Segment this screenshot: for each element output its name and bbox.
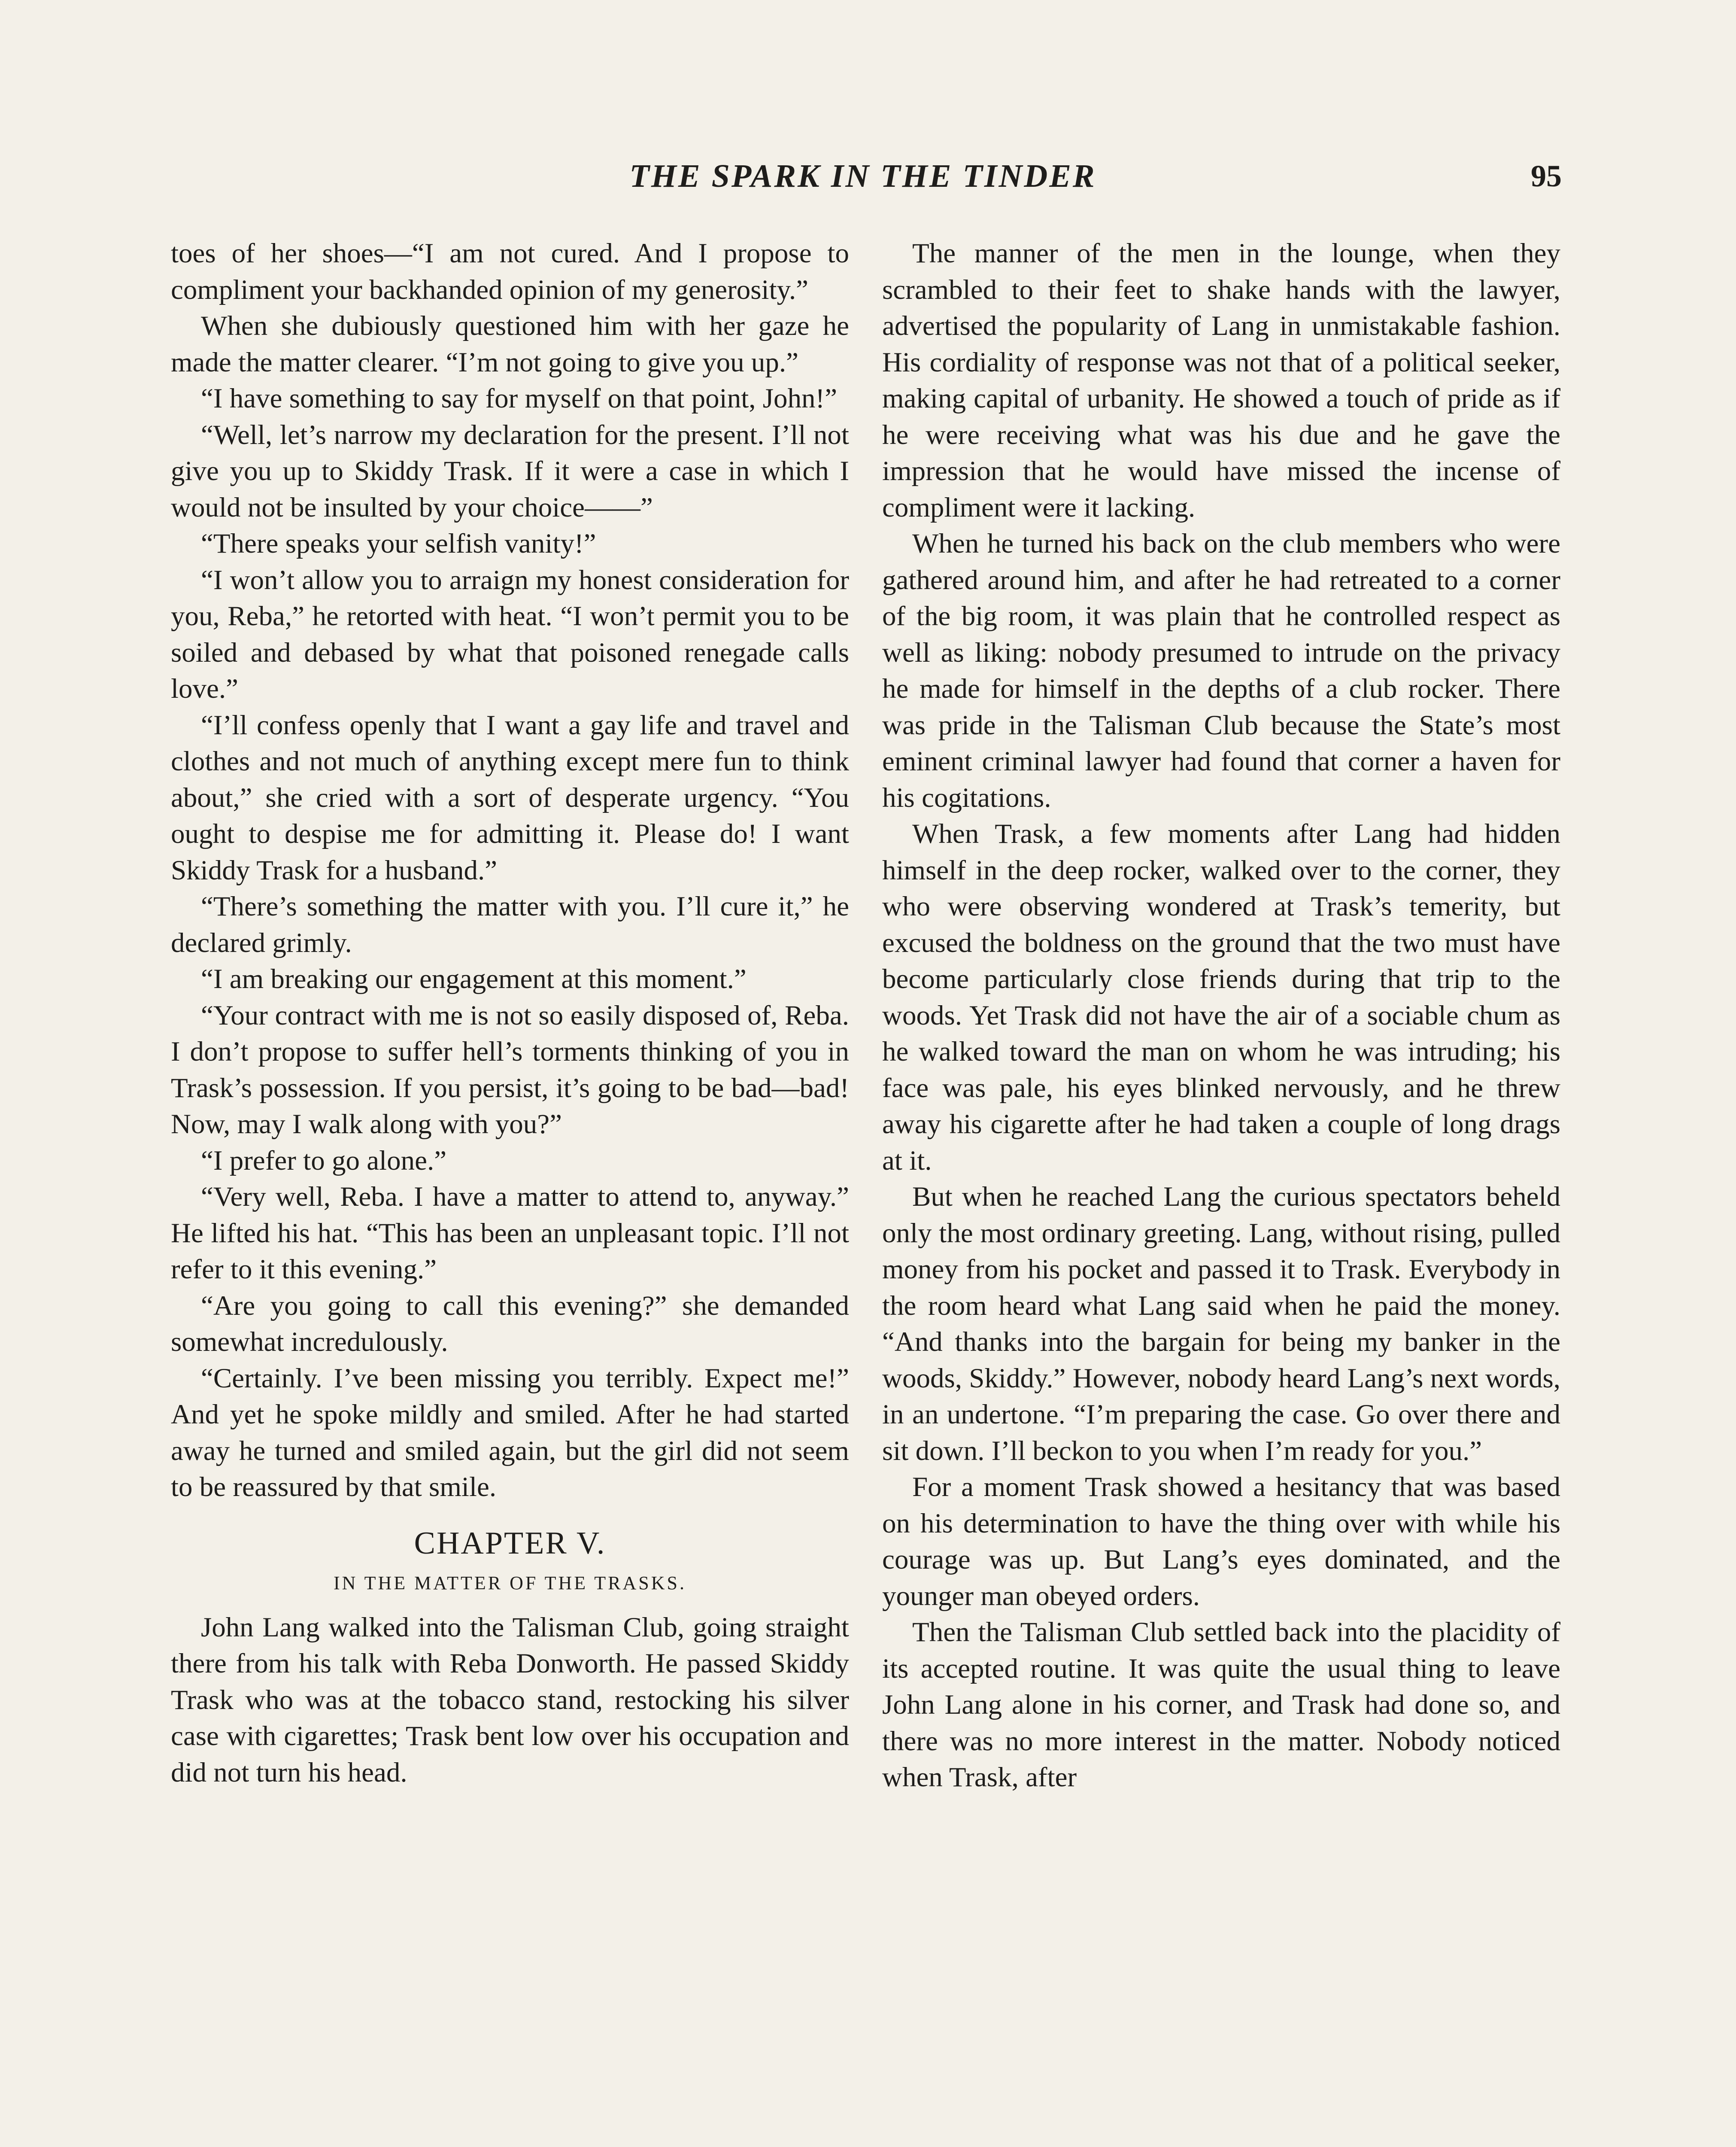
paragraph: “Your contract with me is not so easily disposed of, Reba. I don’t propose to suffer hell’s torments thinking of you in Trask’s possession. If you persist, it’s going to be bad—bad! Now, may I walk along with you?” — [171, 1000, 849, 1140]
running-title: THE SPARK IN THE TINDER — [629, 158, 1096, 194]
page-header — [171, 152, 1562, 200]
paragraph: toes of her shoes—“I am not cured. And I propose to compliment your backhanded opinion of my generosity.” — [171, 238, 849, 305]
paragraph: “Are you going to call this evening?” she demanded somewhat incredulously. — [171, 1290, 849, 1357]
paragraph: The manner of the men in the lounge, when they scrambled to their feet to shake hands with the lawyer, advertised the popularity of Lang in unmistakable fashion. His cordiality of response was not that of a political seeker, making capital of urbanity. He showed a touch of pride as if he were receiving what was his due and he gave the impression that he would have missed the incense of compliment were it lacking. — [882, 238, 1560, 523]
paragraph: “There speaks your selfish vanity!” — [201, 528, 596, 559]
chapter-title: CHAPTER V. — [414, 1525, 606, 1561]
paragraph: But when he reached Lang the curious spectators beheld only the most ordinary greeting. Lang, without rising, pulled money from his pocket and passed it to Trask. Everybody in the room heard what Lang said when he paid the money. “And thanks into the bargain for being my banker in the woods, Skiddy.” However, nobody heard Lang’s next words, in an undertone. “I’m preparing the case. Go over there and sit down. I’ll beckon to you when I’m ready for you.” — [882, 1181, 1560, 1466]
paragraph: When he turned his back on the club members who were gathered around him, and after he had retreated to a corner of the big room, it was plain that he controlled respect as well as liking: nobody presumed to intrude on the privacy he made for himself in the depths of a club rocker. There was pride in the Talisman Club because the State’s most eminent criminal lawyer had found that corner a haven for his cogitations. — [882, 528, 1560, 813]
paragraph: For a moment Trask showed a hesitancy that was based on his determination to have the thing over with while his courage was up. But Lang’s eyes dominated, and the younger man obeyed orders. — [882, 1472, 1560, 1612]
paragraph: When Trask, a few moments after Lang had hidden himself in the deep rocker, walked over to the corner, they who were observing wondered at Trask’s temerity, but excused the boldness on the ground that the two must have become particularly close friends during that trip to the woods. Yet Trask did not have the air of a sociable chum as he walked toward the man on whom he was intruding; his face was pale, his eyes blinked nervously, and he threw away his cigarette after he had taken a couple of long drags at it. — [882, 818, 1560, 1176]
left-column — [171, 235, 849, 1791]
paragraph: “Very well, Reba. I have a matter to attend to, anyway.” He lifted his hat. “This has been an unpleasant topic. I’ll not refer to it this evening.” — [171, 1181, 849, 1285]
paragraph: “I won’t allow you to arraign my honest consideration for you, Reba,” he retorted with heat. “I won’t permit you to be soiled and debased by what that poisoned renegade calls love.” — [171, 564, 849, 704]
paragraph: “I’ll confess openly that I want a gay life and travel and clothes and not much of anything except mere fun to think about,” she cried with a sort of desperate urgency. “You ought to despise me for admitting it. Please do! I want Skiddy Trask for a husband.” — [171, 709, 849, 886]
paragraph: When she dubiously questioned him with her gaze he made the matter clearer. “I’m not going to give you up.” — [171, 310, 849, 378]
paragraph: “Well, let’s narrow my declaration for the present. I’ll not give you up to Skiddy Trask. If it were a case in which I would not be insulted by your choice——” — [171, 419, 849, 523]
paragraph: “I am breaking our engagement at this moment.” — [201, 964, 747, 994]
page-number: 95 — [1531, 159, 1562, 193]
paragraph: “I prefer to go alone.” — [201, 1145, 447, 1176]
paragraph: John Lang walked into the Talisman Club, going straight there from his talk with Reba Donworth. He passed Skiddy Trask who was at the tobacco stand, restocking his silver case with cigarettes; Trask bent low over his occupation and did not turn his head. — [171, 1612, 849, 1788]
chapter-subtitle: IN THE MATTER OF THE TRASKS. — [333, 1572, 687, 1594]
paragraph: “There’s something the matter with you. I’ll cure it,” he declared grimly. — [171, 891, 849, 958]
paragraph: Then the Talisman Club settled back into the placidity of its accepted routine. It was quite the usual thing to leave John Lang alone in his corner, and Trask had done so, and there was no more interest in the matter. Nobody noticed when Trask, after — [882, 1617, 1560, 1793]
paragraph: “I have something to say for myself on that point, John!” — [201, 383, 838, 414]
right-column — [882, 235, 1560, 1796]
paragraph: “Certainly. I’ve been missing you terribly. Expect me!” And yet he spoke mildly and smiled. After he had started away he turned and smiled again, but the girl did not seem to be reassured by that smile. — [171, 1362, 849, 1502]
